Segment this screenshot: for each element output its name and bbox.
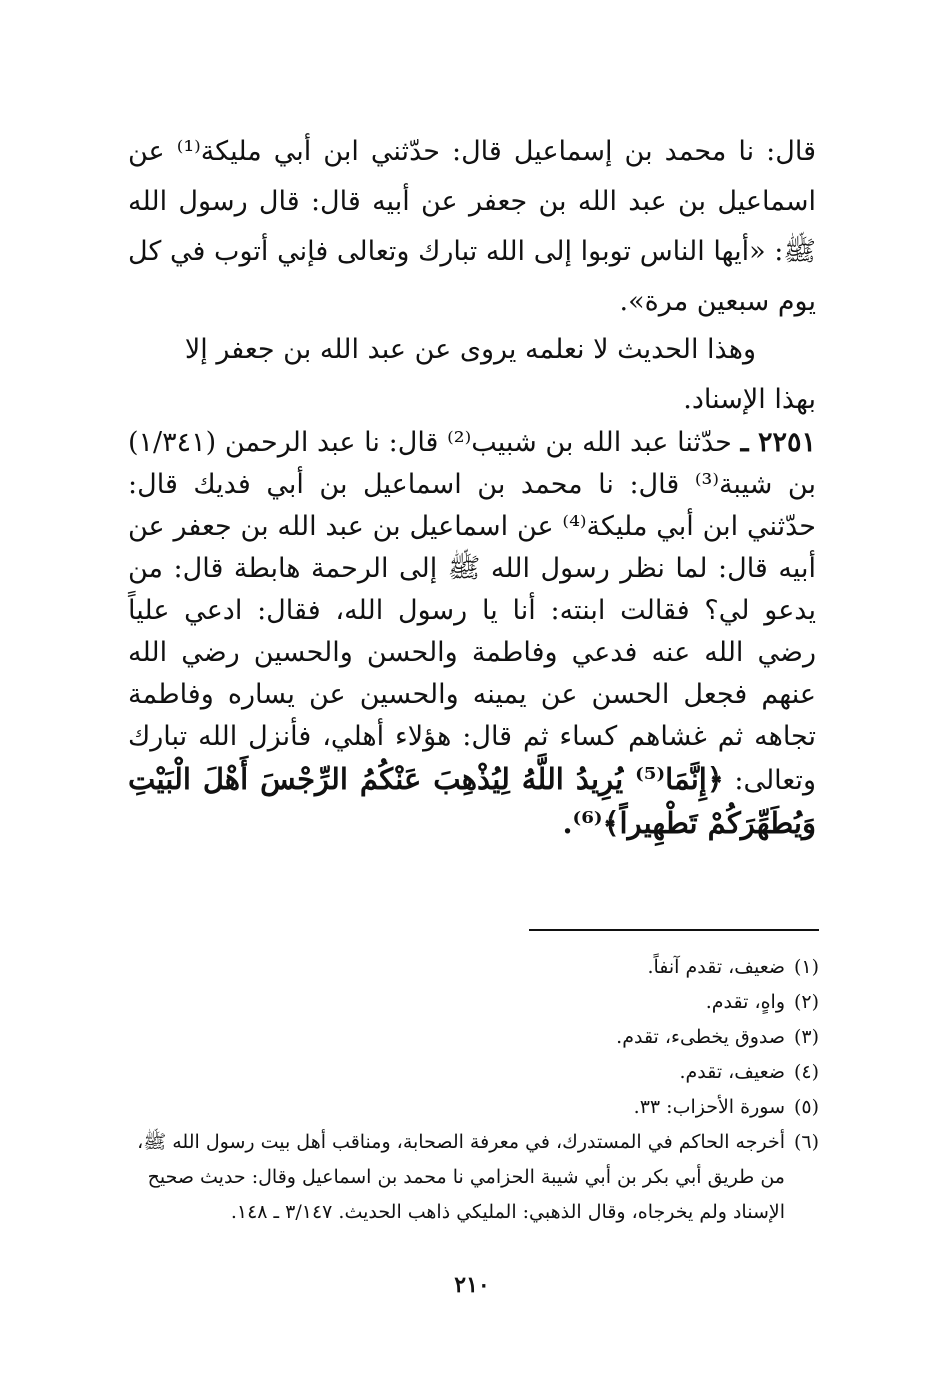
entry-text: حدّثنا عبد الله بن شبيب⁽²⁾ قال: نا عبد الرحمن (١/٣٤١) بن شيبة⁽³⁾ قال: نا محمد بن اسماعيل بن أبي فديك قال: حدّثني ابن أبي مليكة⁽⁴⁾ عن اسماعيل بن عبد الله بن جعفر عن أبيه قال: لما نظر رسول الله ﷺ إلى الرحمة هابطة قال: من يدعو لي؟ فقالت ابنته: أنا يا رسول الله، فقال: ادعي علياً رضي الله عنه فدعي وفاطمة والحسن والحسين رضي الله عنهم فجعل الحسن عن يمينه والحسين عن يساره وفاطمة تجاهه ثم غشاهم كساء ثم قال: هؤلاء أهلي، فأنزل الله تبارك وتعالى: xyxy=(128,427,816,796)
footnote-text: سورة الأحزاب: ٣٣. xyxy=(633,1096,785,1118)
footnote-item xyxy=(129,1020,819,1055)
commentary-line-1: وهذا الحديث لا نعلمه يروى عن عبد الله بن جعفر إلا xyxy=(184,334,756,365)
footnote-item xyxy=(129,1055,819,1090)
commentary-line-2: بهذا الإسناد. xyxy=(683,384,816,415)
footnote-item xyxy=(129,1125,819,1230)
page-number: ٢١٠ xyxy=(454,1272,490,1298)
footnote-number: (٦) xyxy=(793,1131,819,1153)
footnote-number: (٣) xyxy=(793,1026,819,1048)
footnotes xyxy=(129,950,819,1230)
footnote-item xyxy=(129,985,819,1020)
footnote-number: (١) xyxy=(793,956,819,978)
footnote-number: (٥) xyxy=(793,1096,819,1118)
hadith-paragraph xyxy=(128,127,816,327)
footnote-text: أخرجه الحاكم في المستدرك، في معرفة الصحابة، ومناقب أهل بيت رسول الله ﷺ، من طريق أبي بكر بن أبي شيبة الحزامي نا محمد بن اسماعيل وقال: حديث صحيح الإسناد ولم يخرجاه، وقال الذهبي: المليكي ذاهب الحديث. ٣/١٤٧ ـ ١٤٨. xyxy=(137,1131,785,1223)
footnote-item xyxy=(129,950,819,985)
footnote-separator xyxy=(529,929,819,931)
footnote-text: صدوق يخطىء، تقدم. xyxy=(616,1026,785,1048)
commentary-paragraph xyxy=(128,325,816,425)
hadith-text: قال: نا محمد بن إسماعيل قال: حدّثني ابن أبي مليكة⁽¹⁾ عن اسماعيل بن عبد الله بن جعفر عن أبيه قال: قال رسول الله ﷺ: «أيها الناس توبوا إلى الله تبارك وتعالى فإني أتوب في كل يوم سبعين مرة». xyxy=(128,136,816,317)
footnote-item xyxy=(129,1090,819,1125)
entry-number: ٢٢٥١ ـ xyxy=(740,427,816,458)
hadith-entry-2251 xyxy=(128,422,816,846)
footnote-number: (٢) xyxy=(793,991,819,1013)
footnote-number: (٤) xyxy=(793,1061,819,1083)
quran-verse: ﴿إِنَّمَا⁽⁵⁾ يُرِيدُ اللَّهُ لِيُذْهِبَ عَنْكُمُ الرِّجْسَ أَهْلَ الْبَيْتِ وَيُطَهِّرَكُمْ تَطْهِيراً﴾⁽⁶⁾. xyxy=(128,762,816,840)
footnote-text: واهٍ، تقدم. xyxy=(705,991,785,1013)
footnote-text: ضعيف، تقدم. xyxy=(679,1061,785,1083)
footnote-text: ضعيف، تقدم آنفاً. xyxy=(647,956,785,978)
